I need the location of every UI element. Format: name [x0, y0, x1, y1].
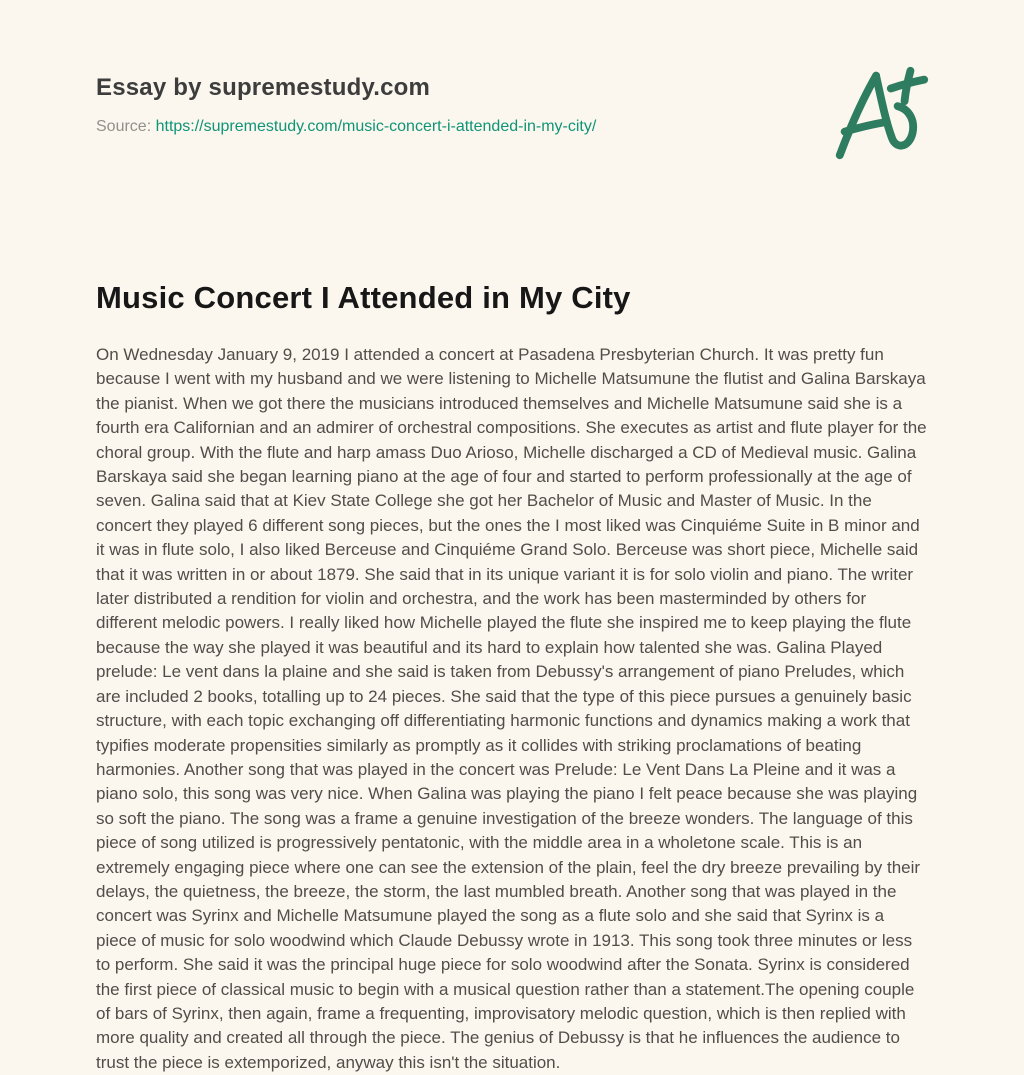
essay-title: Music Concert I Attended in My City	[96, 280, 631, 315]
source-label: Source:	[96, 118, 152, 135]
page-header	[96, 64, 928, 170]
a-plus-logo-icon	[826, 58, 934, 170]
source-line	[96, 118, 596, 136]
header-text-block	[96, 64, 596, 136]
essay-body: On Wednesday January 9, 2019 I attended a concert at Pasadena Presbyterian Church. It was pretty fun because I went with my husband and we were listening to Michelle Matsumune the flutist and Galina Barskaya the pianist. When we got there the musicians introduced themselves and Michelle Matsumune said she is a fourth era Californian and an admirer of orchestral compositions. She executes as artist and flute player for the choral group. With the flute and harp amass Duo Arioso, Michelle discharged a CD of Medieval music. Galina Barskaya said she began learning piano at the age of four and started to perform professionally at the age of seven. Galina said that at Kiev State College she got her Bachelor of Music and Master of Music. In the concert they played 6 different song pieces, but the ones the I most liked was Cinquiéme Suite in B minor and it was in flute solo, I also liked Berceuse and Cinquiéme Grand Solo. Berceuse was short piece, Michelle said that it was written in or about 1879. She said that in its unique variant it is for solo violin and piano. The writer later distributed a rendition for violin and orchestra, and the work has been masterminded by others for different melodic powers. I really liked how Michelle played the flute she inspired me to keep playing the flute because the way she played it was beautiful and its hard to explain how talented she was. Galina Played prelude: Le vent dans la plaine and she said is taken from Debussy's arrangement of piano Preludes, which are included 2 books, totalling up to 24 pieces. She said that the type of this piece pursues a genuinely basic structure, with each topic exchanging off differentiating harmonic functions and dynamics making a work that typifies moderate propensities similarly as promptly as it collides with striking proclamations of beating harmonies. Another song that was played in the concert was Prelude: Le Vent Dans La Pleine and it was a piano solo, this song was very nice. When Galina was playing the piano I felt peace because she was playing so soft the piano. The song was a frame a genuine investigation of the breeze wonders. The language of this piece of song utilized is progressively pentatonic, with the middle area in a wholetone scale. This is an extremely engaging piece where one can see the extension of the plain, feel the dry breeze prevailing by their delays, the quietness, the breeze, the storm, the last mumbled breath. Another song that was played in the concert was Syrinx and Michelle Matsumune played the song as a flute solo and she said that Syrinx is a piece of music for solo woodwind which Claude Debussy wrote in 1913. This song took three minutes or less to perform. She said it was the principal huge piece for solo woodwind after the Sonata. Syrinx is considered the first piece of classical music to begin with a musical question rather than a statement.The opening couple of bars of Syrinx, then again, frame a frequenting, improvisatory melodic question, which is then replied with more quality and created all through the piece. The genius of Debussy is that he influences the audience to trust the piece is extemporized, anyway this isn't the situation.	[96, 345, 927, 1072]
page-header-title: Essay by supremestudy.com	[96, 74, 431, 101]
source-link[interactable]: https://supremestudy.com/music-concert-i-attended-in-my-city/	[155, 118, 597, 135]
